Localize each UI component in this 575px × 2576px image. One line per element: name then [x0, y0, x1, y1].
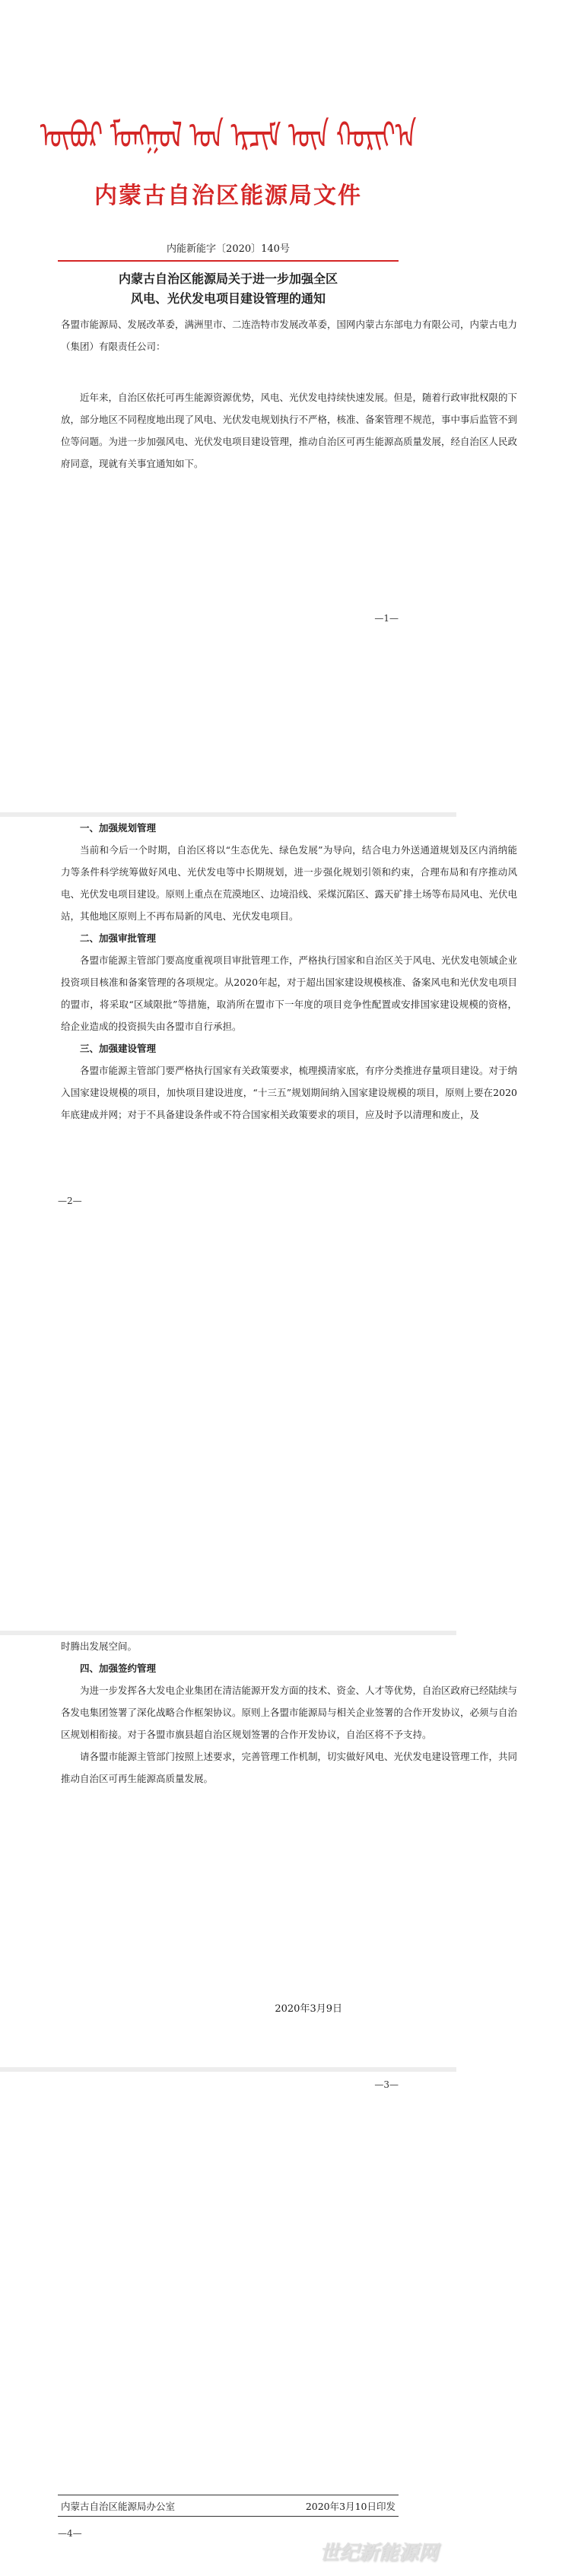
- notice-title: [0, 269, 456, 309]
- intro-text: 近年来，自治区依托可再生能源资源优势，风电、光伏发电持续快速发展。但是，随着行政审批权限的下放，部分地区不同程度地出现了风电、光伏发电规划执行不严格，核准、备案管理不规范，事中事后监管不到位等问题。为进一步加强风电、光伏发电项目建设管理，推动自治区可再生能源高质量发展，经自治区人民政府同意，现就有关事宜通知如下。: [61, 392, 518, 469]
- page-number: —2—: [58, 1196, 82, 1206]
- document-header-title: 内蒙古自治区能源局文件: [94, 183, 362, 209]
- recipients-text: 各盟市能源局、发展改革委，满洲里市、二连浩特市发展改革委，国网内蒙古东部电力有限公司，内蒙古电力（集团）有限责任公司：: [61, 319, 518, 352]
- section-body: 各盟市能源主管部门要高度重视项目审批管理工作，严格执行国家和自治区关于风电、光伏发电领域企业投资项目核准和备案管理的各项规定。从2020年起，对于超出国家建设规模核准、备案风电和光伏发电项目的盟市，将采取“区域限批”等措施，取消所在盟市下一年度的项目竞争性配置或安排国家建设规模的资格，给企业造成的投资损失由各盟市自行承担。: [61, 954, 518, 1032]
- document-page-1: [0, 0, 518, 812]
- section-body: 各盟市能源主管部门要严格执行国家有关政策要求，梳理摸清家底，有序分类推进存量项目建设。对于纳入国家建设规模的项目，加快项目建设进度，“十三五”规划期间纳入国家建设规模的项目，原则上要在2020年底建成并网；对于不具备建设条件或不符合国家相关政策要求的项目，应及时予以清理和废止，及: [61, 1065, 518, 1120]
- page2-body: [0, 817, 575, 1126]
- section-body: 为进一步发挥各大发电企业集团在清洁能源开发方面的技术、资金、人才等优势，自治区政府已经陆续与各发电集团签署了深化战略合作框架协议。原则上各盟市能源局与相关企业签署的合作开发协议，必须与自治区规划相衔接。对于各盟市旗县超自治区规划签署的合作开发协议，自治区将不予支持。: [61, 1685, 518, 1740]
- notice-title-line: 风电、光伏发电项目建设管理的通知: [130, 291, 326, 306]
- document-page-4: [0, 2072, 456, 2576]
- mongolian-title: ᠥᠪᠥᠷ ᠮᠣᠩᠭᠣᠯ ᠤᠨ ᠡᠷᠴᠢᠮ ᠦᠨ ᠬᠣᠷᠢᠶ᠎ᠠ: [40, 115, 417, 158]
- signature-date: 2020年3月9日: [275, 2003, 342, 2015]
- page-number: —1—: [374, 613, 399, 624]
- footer-print-date: 2020年3月10日印发: [305, 2501, 396, 2512]
- page-number: —4—: [58, 2528, 82, 2539]
- notice-title-line: 内蒙古自治区能源局关于进一步加强全区: [118, 272, 338, 286]
- section-body-continued: 时腾出发展空间。: [61, 1641, 138, 1652]
- section-heading: 四、加强签约管理: [80, 1663, 157, 1674]
- section-body: 当前和今后一个时期，自治区将以“生态优先、绿色发展”为导向，结合电力外送通道规划及区内消纳能力等条件科学统筹做好风电、光伏发电等中长期规划，进一步强化规划引领和约束，合理布局和有序推动风电、光伏发电项目建设。原则上重点在荒漠地区、边境沿线、采煤沉陷区、露天矿排土场等布局风电、光伏电站，其他地区原则上不再布局新的风电、光伏发电项目。: [61, 844, 518, 922]
- document-number: 内能新能字〔2020〕140号: [167, 243, 290, 255]
- section-heading: 三、加强建设管理: [80, 1043, 157, 1054]
- section-heading: 二、加强审批管理: [80, 932, 157, 944]
- red-divider: [58, 260, 399, 262]
- footer-issuer: 内蒙古自治区能源局办公室: [61, 2501, 176, 2512]
- footer-bottom-rule: [58, 2516, 399, 2517]
- site-watermark: 世纪新能源网: [319, 2542, 438, 2565]
- page3-body: [0, 1635, 575, 1790]
- document-page-2: [0, 817, 518, 1631]
- section-heading: 一、加强规划管理: [80, 822, 157, 834]
- closing-paragraph: 请各盟市能源主管部门按照上述要求，完善管理工作机制，切实做好风电、光伏发电建设管理工作，共同推动自治区可再生能源高质量发展。: [61, 1751, 518, 1784]
- intro-paragraph: [0, 386, 575, 475]
- recipients-paragraph: [0, 313, 575, 357]
- document-page-3: [0, 1635, 518, 2067]
- page-number: —3—: [374, 2079, 399, 2090]
